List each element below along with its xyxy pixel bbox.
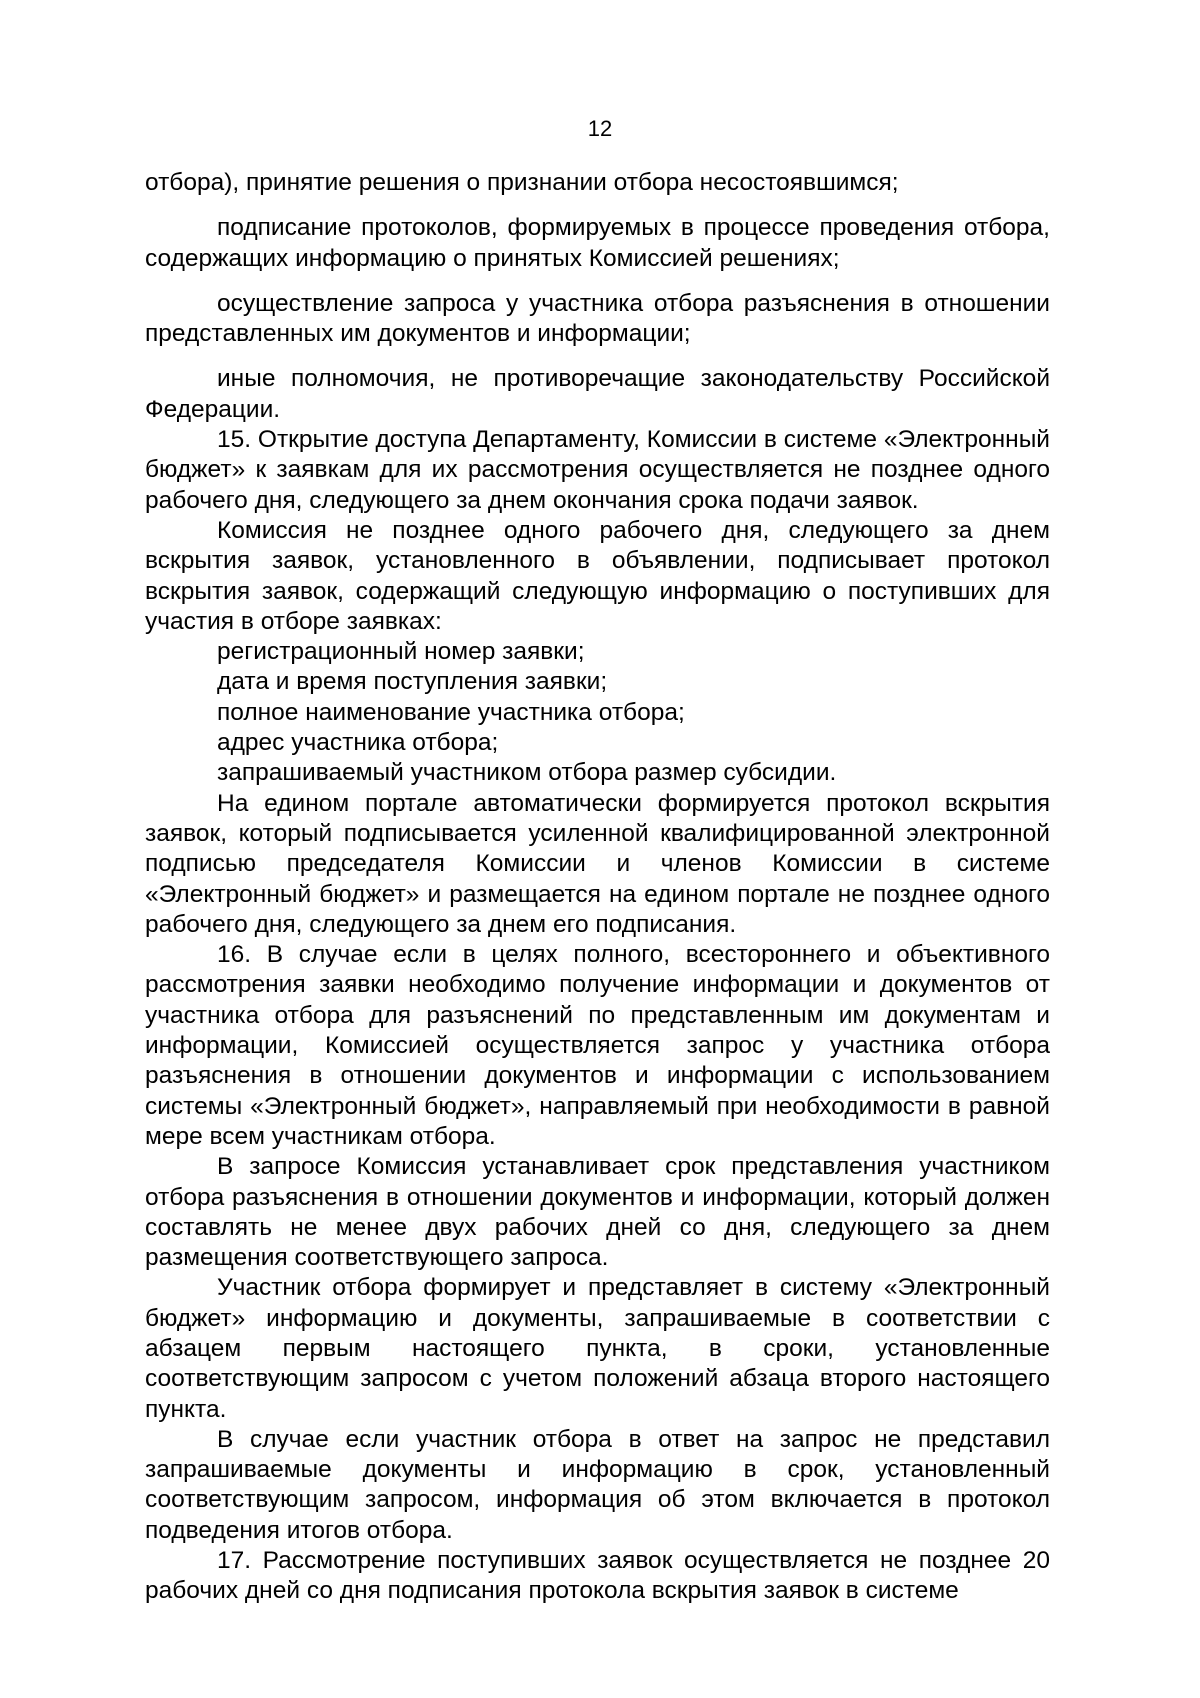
page-number: 12 <box>587 116 613 141</box>
paragraph-continuation: отбора), принятие решения о признании отбора несостоявшимся; <box>145 169 899 196</box>
paragraph-commission-opening: Комиссия не позднее одного рабочего дня, следующего за днем вскрытия заявок, установленного в объявлении, подписывает протокол вскрытия заявок, содержащий следующую информацию о поступивших для участия в отборе заявках: <box>145 516 1050 635</box>
paragraph-unified-portal: На едином портале автоматически формируется протокол вскрытия заявок, который подписывается усиленной квалифицированной электронной подписью председателя Комиссии и членов Комиссии в системе «Электронный бюджет» и размещается на едином портале не позднее одного рабочего дня, следующего за днем его подписания. <box>145 789 1050 938</box>
paragraph-participant-submits: Участник отбора формирует и представляет в систему «Электронный бюджет» информацию и документы, запрашиваемые в соответствии с абзацем первым настоящего пункта, в сроки, установленные соответствующим запросом с учетом положений абзаца второго настоящего пункта. <box>145 1274 1050 1423</box>
list-item: регистрационный номер заявки; <box>217 638 585 666</box>
paragraph-signing-protocols: подписание протоколов, формируемых в процессе проведения отбора, содержащих информацию о принятых Комиссией решениях; <box>145 214 1050 272</box>
paragraph-no-response: В случае если участник отбора в ответ на запрос не представил запрашиваемые документы и информацию в срок, установленный соответствующим запросом, информация об этом включается в протокол подведения итогов отбора. <box>145 1425 1050 1544</box>
paragraph-clause-16: 16. В случае если в целях полного, всестороннего и объективного рассмотрения заявки необходимо получение информации и документов от участника отбора для разъяснений по представленным им документам и информации, Комиссией осуществляется запрос у участника отбора разъяснения в отношении документов и информации с использованием системы «Электронный бюджет», направляемый при необходимости в равной мере всем участникам отбора. <box>145 941 1050 1150</box>
list-item: запрашиваемый участником отбора размер субсидии. <box>217 759 837 787</box>
paragraph-clause-15: 15. Открытие доступа Департаменту, Комиссии в системе «Электронный бюджет» к заявкам для их рассмотрения осуществляется не позднее одного рабочего дня, следующего за днем окончания срока подачи заявок. <box>145 426 1050 514</box>
paragraph-request-clarification: осуществление запроса у участника отбора разъяснения в отношении представленных им документов и информации; <box>145 289 1050 348</box>
document-body <box>145 168 1050 1607</box>
list-item: полное наименование участника отбора; <box>217 698 685 726</box>
list-item: адрес участника отбора; <box>217 729 499 757</box>
paragraph-request-deadline: В запросе Комиссия устанавливает срок представления участником отбора разъяснения в отношении документов и информации, который должен составлять не менее двух рабочих дней со дня, следующего за днем размещения соответствующего запроса. <box>145 1153 1050 1272</box>
paragraph-clause-17: 17. Рассмотрение поступивших заявок осуществляется не позднее 20 рабочих дней со дня подписания протокола вскрытия заявок в системе <box>145 1547 1050 1605</box>
list-item: дата и время поступления заявки; <box>217 668 608 696</box>
paragraph-other-powers: иные полномочия, не противоречащие законодательству Российской Федерации. <box>145 365 1050 423</box>
